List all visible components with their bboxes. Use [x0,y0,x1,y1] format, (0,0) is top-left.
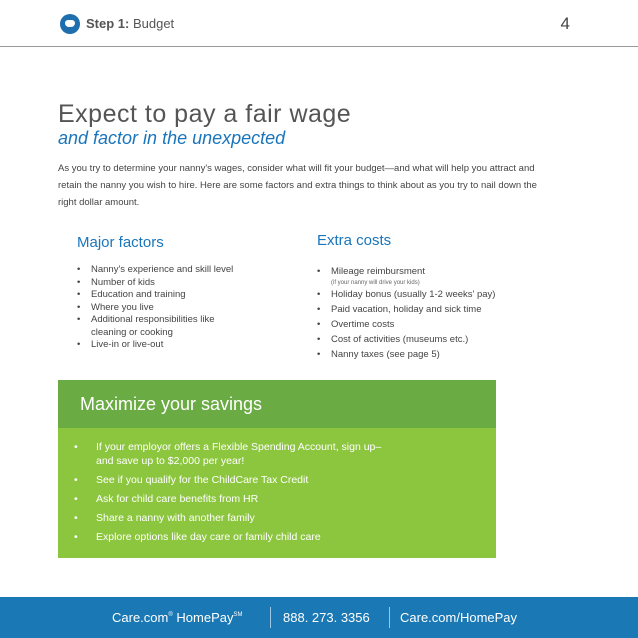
list-item: • If your employor offers a Flexible Spending Account, sign up–and save up to $2,000 per year! [74,440,396,468]
page-number: 4 [560,14,570,33]
intro-paragraph: As you try to determine your nanny's wages, consider what will fit your budget—and what will help you attract and retain the nanny you wish to hire. Here are some factors and extra things to think about as you try to nail down the right dollar amount. [58,163,537,208]
extra-costs-list [317,266,567,364]
footer-divider [389,607,390,628]
list-item: • Cost of activities (museums etc.) [317,334,567,347]
list-item: • Overtime costs [317,319,567,332]
list-item: • Explore options like day care or family child care [74,530,474,544]
extra-costs-title: Extra costs [317,232,392,249]
brand-care: Care.com [112,610,169,625]
page-header [0,0,638,46]
footer-url: Care.com/HomePay [400,610,518,625]
header-divider [0,46,638,47]
list-item: • Holiday bonus (usually 1-2 weeks' pay) [317,289,567,302]
brand-homepay: HomePay [172,610,234,625]
major-factors-title: Major factors [77,234,164,251]
footer-divider [270,607,271,628]
list-item: • Additional responsibilities like cleaning or cooking [77,314,241,339]
step-title [86,16,174,31]
list-item: • Ask for child care benefits from HR [74,492,474,506]
list-item: • Number of kids [77,277,287,290]
savings-panel [58,428,496,558]
savings-list [74,440,474,549]
list-item: • Where you live [77,302,287,315]
registered-mark: ® [168,612,173,618]
list-item: • Nanny's experience and skill level [77,264,287,277]
step-label: Step 1: [86,16,130,31]
savings-header [58,380,496,428]
step-name: Budget [132,16,175,31]
service-mark: SM [233,612,243,618]
footer-brand [112,610,242,625]
page-footer [0,597,638,638]
mileage-note: (if your nanny will drive your kids) [331,279,420,286]
list-item: • Paid vacation, holiday and sick time [317,304,567,317]
list-item: • Live-in or live-out [77,339,287,352]
savings-title: Maximize your savings [80,394,263,414]
list-item: • Education and training [77,289,287,302]
list-item: • See if you qualify for the ChildCare Tax Credit [74,473,474,487]
list-item [317,266,567,287]
major-factors-list [77,264,287,352]
page-title: Expect to pay a fair wage [58,100,352,128]
footer-phone: 888. 273. 3356 [283,610,370,625]
mileage-label: Mileage reimbursment [331,266,425,277]
list-item: • Nanny taxes (see page 5) [317,349,567,362]
page-subtitle: and factor in the unexpected [58,128,286,148]
list-item: • Share a nanny with another family [74,511,474,525]
care-logo-icon [60,14,80,34]
